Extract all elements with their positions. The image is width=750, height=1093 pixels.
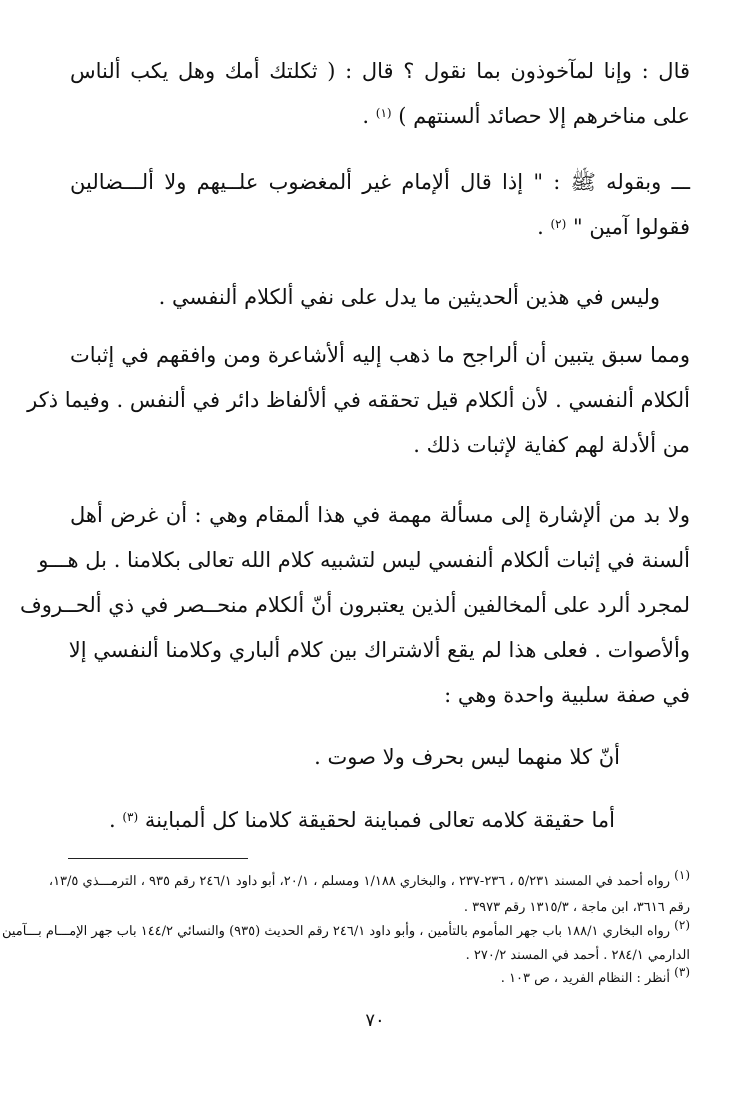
page-number: ٧٠ <box>365 1010 385 1031</box>
footnote-3-marker: (٣) <box>674 965 690 979</box>
footnote-2-line-1 <box>1 918 690 942</box>
paragraph-5-line-4: وألأصوات . فعلى هذا لم يقع ألاشتراك بين كلام ألباري وكلامنا ألنفسي إلا <box>68 638 690 662</box>
paragraph-2-line-2 <box>70 212 690 242</box>
paragraph-4-line-1: ومما سبق يتبين أن ألراجح ما ذهب إليه ألأشاعرة ومن وافقهم في إثبات <box>70 343 690 367</box>
paragraph-6-line-1: أنّ كلا منهما ليس بحرف ولا صوت . <box>314 745 620 769</box>
footnote-3-text: أنظر : النظام الفريد ، ص ١٠٣ . <box>500 971 671 986</box>
footnote-2-text: رواه البخاري ١٨٨/١ باب جهر المأموم بالتأمين ، وأبو داود ٢٤٦/١ رقم الحديث (٩٣٥) والنسائي ١٤٤/٢ باب جهر الإمـــام بـــآمين <box>1 924 671 939</box>
footnote-1-line-1 <box>48 868 690 892</box>
footnote-1-line-2: رقم ٣٦١٦، ابن ماجة ، ١٣١٥/٣ رقم ٣٩٧٣ . <box>463 900 690 915</box>
footnote-3-line-1 <box>60 965 690 989</box>
paragraph-3-line-1: وليس في هذين ألحديثين ما يدل على نفي ألكلام ألنفسي . <box>158 285 660 309</box>
paragraph-1-line-2 <box>70 101 690 131</box>
footnote-1-marker: (١) <box>674 868 690 882</box>
paragraph-1-line-1: قال : وإنا لمآخوذون بما نقول ؟ قال : ( ثكلتك أمك وهل يكب ألناس <box>70 59 690 83</box>
paragraph-2-line-1: ـــ وبقوله ﷺ : " إذا قال ألإمام غير ألمغضوب علــيهم ولا ألـــضالين <box>70 170 690 194</box>
paragraph-7-line-1 <box>0 805 615 835</box>
footnote-ref-2: (٢) <box>550 217 567 231</box>
paragraph-4-line-3: من ألأدلة لهم كفاية لإثبات ذلك . <box>413 433 690 457</box>
paragraph-5-line-2: ألسنة في إثبات ألكلام ألنفسي ليس لتشبيه كلام الله تعالى بكلامنا . بل هـــو <box>38 548 690 572</box>
paragraph-7-end-mark: . <box>108 808 123 832</box>
paragraph-4-line-2: ألكلام ألنفسي . لأن ألكلام قيل تحققه في ألألفاظ دائر في ألنفس . وفيما ذكر <box>27 388 690 412</box>
footnote-divider <box>68 858 248 859</box>
footnote-2-line-2: الدارمي ٢٨٤/١ . أحمد في المسند ٢٧٠/٢ . <box>465 948 690 963</box>
paragraph-2-end-mark: . <box>537 215 551 239</box>
paragraph-5-line-5: في صفة سلبية واحدة وهي : <box>444 683 690 707</box>
footnote-ref-3: (٣) <box>122 810 139 824</box>
footnote-ref-1: (١) <box>375 106 392 120</box>
paragraph-1-end-mark: . <box>362 104 376 128</box>
footnote-2-marker: (٢) <box>674 918 690 932</box>
paragraph-5-line-1: ولا بد من ألإشارة إلى مسألة مهمة في هذا ألمقام وهي : أن غرض أهل <box>70 503 690 527</box>
paragraph-1-line-2-text: على مناخرهم إلا حصائد ألسنتهم ) <box>398 104 690 128</box>
paragraph-2-line-2-text: فقولوا آمين " <box>572 215 690 239</box>
paragraph-7-line-1-text: أما حقيقة كلامه تعالى فمباينة لحقيقة كلامنا كل ألمباينة <box>144 808 615 832</box>
footnote-1-text: رواه أحمد في المسند ٥/٢٣١ ، ٢٣٦-٢٣٧ ، والبخاري ١/١٨٨ ومسلم ، ٢٠/١، أبو داود ٢٤٦/١ رقم ٩٣٥ ، الترمـــذي ١٣/٥، <box>48 874 671 889</box>
paragraph-5-line-3: لمجرد ألرد على ألمخالفين ألذين يعتبرون أنّ ألكلام منحــصر في ذي ألحــروف <box>20 593 690 617</box>
